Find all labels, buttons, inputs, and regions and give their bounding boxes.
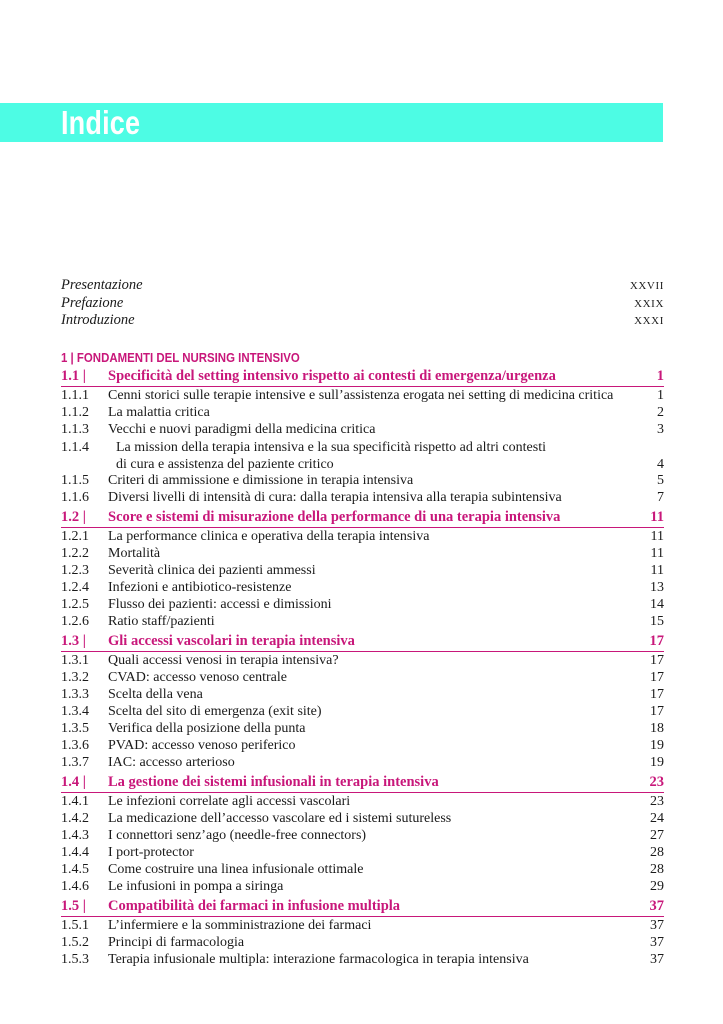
subsection-title: Principi di farmacologia xyxy=(108,934,245,950)
subsection-page: 29 xyxy=(650,878,664,894)
subsection-page: 3 xyxy=(657,421,664,437)
section-number: 1.2 | xyxy=(61,508,86,525)
subsection-row[interactable] xyxy=(61,738,664,755)
subsection-number: 1.2.4 xyxy=(61,579,89,595)
subsection-row[interactable] xyxy=(61,721,664,738)
subsection-page: 17 xyxy=(650,686,664,702)
subsection-number: 1.3.3 xyxy=(61,686,89,702)
subsection-row[interactable] xyxy=(61,879,664,896)
subsection-row[interactable] xyxy=(61,794,664,811)
subsection-title: Scelta del sito di emergenza (exit site) xyxy=(108,703,322,719)
subsection-title: Vecchi e nuovi paradigmi della medicina critica xyxy=(108,421,376,437)
subsection-row[interactable] xyxy=(61,811,664,828)
subsection-page: 37 xyxy=(650,934,664,950)
section-number: 1.5 | xyxy=(61,897,86,914)
subsection-row[interactable] xyxy=(61,670,664,687)
subsection-page: 27 xyxy=(650,827,664,843)
subsection-page: 17 xyxy=(650,652,664,668)
section-row[interactable] xyxy=(61,509,664,526)
subsection-number: 1.1.5 xyxy=(61,472,89,488)
subsection-title: Ratio staff/pazienti xyxy=(108,613,215,629)
subsection-row[interactable] xyxy=(61,563,664,580)
front-matter-row[interactable] xyxy=(61,295,664,313)
subsection-title: PVAD: accesso venoso periferico xyxy=(108,737,296,753)
section-page: 11 xyxy=(650,508,664,525)
subsection-page: 7 xyxy=(657,489,664,505)
subsection-number: 1.4.2 xyxy=(61,810,89,826)
subsection-row[interactable] xyxy=(61,828,664,845)
subsection-row[interactable] xyxy=(61,862,664,879)
subsection-row[interactable] xyxy=(61,687,664,704)
subsection-title: Diversi livelli di intensità di cura: dalla terapia intensiva alla terapia subintensiva xyxy=(108,489,562,505)
subsection-title xyxy=(108,439,624,473)
subsection-page: 24 xyxy=(650,810,664,826)
subsection-title: Terapia infusionale multipla: interazione farmacologica in terapia intensiva xyxy=(108,951,529,967)
subsection-row[interactable] xyxy=(61,490,664,507)
section-divider xyxy=(61,792,664,793)
section-number: 1.1 | xyxy=(61,367,86,384)
section-row[interactable] xyxy=(61,633,664,650)
subsection-number: 1.5.2 xyxy=(61,934,89,950)
front-matter-title: Prefazione xyxy=(61,294,124,311)
section-title: La gestione dei sistemi infusionali in terapia intensiva xyxy=(108,773,439,790)
section-title: Gli accessi vascolari in terapia intensiva xyxy=(108,632,355,649)
front-matter-title: Presentazione xyxy=(61,277,143,293)
subsection-page: 4 xyxy=(657,456,664,472)
subsection-number: 1.4.5 xyxy=(61,861,89,877)
section-page: 1 xyxy=(656,367,664,384)
subsection-title: Scelta della vena xyxy=(108,686,203,702)
subsection-title: La malattia critica xyxy=(108,404,210,420)
subsection-row[interactable] xyxy=(61,388,664,405)
subsection-row[interactable] xyxy=(61,614,664,631)
subsection-title: La performance clinica e operativa della terapia intensiva xyxy=(108,528,430,544)
subsection-page: 14 xyxy=(650,596,664,612)
subsection-title: L’infermiere e la somministrazione dei farmaci xyxy=(108,917,372,933)
subsection-title: Infezioni e antibiotico-resistenze xyxy=(108,579,292,595)
subsection-row[interactable] xyxy=(61,439,664,473)
chapter-heading: 1 | FONDAMENTI DEL NURSING INTENSIVO xyxy=(61,349,300,365)
subsection-page: 37 xyxy=(650,917,664,933)
subsection-row[interactable] xyxy=(61,755,664,772)
section-title: Score e sistemi di misurazione della performance di una terapia intensiva xyxy=(108,508,561,525)
subsection-title: Come costruire una linea infusionale ottimale xyxy=(108,861,364,877)
subsection-page: 19 xyxy=(650,754,664,770)
front-matter-page: XXXI xyxy=(634,315,664,327)
section-divider xyxy=(61,916,664,917)
subsection-number: 1.2.6 xyxy=(61,613,89,629)
subsection-number: 1.4.4 xyxy=(61,844,89,860)
subsection-page: 11 xyxy=(650,528,664,544)
front-matter-title: Introduzione xyxy=(61,312,135,328)
subsection-row[interactable] xyxy=(61,918,664,935)
section-page: 37 xyxy=(649,897,664,914)
subsection-row[interactable] xyxy=(61,935,664,952)
subsection-number: 1.3.1 xyxy=(61,652,89,668)
subsection-row[interactable] xyxy=(61,422,664,439)
section-number: 1.3 | xyxy=(61,632,86,649)
subsection-title-line: di cura e assistenza del paziente critico xyxy=(116,456,334,472)
section-number: 1.4 | xyxy=(61,773,86,790)
subsection-number: 1.3.7 xyxy=(61,754,89,770)
section-title: Specificità del setting intensivo rispetto ai contesti di emergenza/urgenza xyxy=(108,367,556,384)
section-page: 23 xyxy=(649,773,664,790)
subsection-number: 1.1.3 xyxy=(61,421,89,437)
section-divider xyxy=(61,386,664,387)
front-matter-page: XXIX xyxy=(634,297,664,310)
subsection-page: 17 xyxy=(650,703,664,719)
subsection-title: La medicazione dell’accesso vascolare ed i sistemi sutureless xyxy=(108,810,452,826)
subsection-row[interactable] xyxy=(61,580,664,597)
subsection-title: I port-protector xyxy=(108,844,194,860)
subsection-page: 11 xyxy=(650,562,664,578)
subsection-title: I connettori senz’ago (needle-free connectors) xyxy=(108,827,367,843)
section-row[interactable] xyxy=(61,774,664,791)
subsection-page: 15 xyxy=(650,613,664,629)
subsection-number: 1.2.5 xyxy=(61,596,89,612)
subsection-title: Le infezioni correlate agli accessi vascolari xyxy=(108,793,351,809)
page-title: Indice xyxy=(61,104,141,141)
subsection-row[interactable] xyxy=(61,405,664,422)
subsection-row[interactable] xyxy=(61,529,664,546)
subsection-number: 1.4.3 xyxy=(61,827,89,843)
subsection-row[interactable] xyxy=(61,597,664,614)
subsection-number: 1.1.1 xyxy=(61,387,89,403)
subsection-title: Flusso dei pazienti: accessi e dimissioni xyxy=(108,596,332,612)
subsection-title: Verifica della posizione della punta xyxy=(108,720,306,736)
subsection-number: 1.3.5 xyxy=(61,720,89,736)
subsection-number: 1.3.6 xyxy=(61,737,89,753)
subsection-number: 1.5.3 xyxy=(61,951,89,967)
subsection-page: 13 xyxy=(650,579,664,595)
subsection-page: 23 xyxy=(650,793,664,809)
subsection-title: IAC: accesso arterioso xyxy=(108,754,235,770)
subsection-number: 1.2.2 xyxy=(61,545,89,561)
subsection-number: 1.4.6 xyxy=(61,878,89,894)
subsection-number: 1.1.6 xyxy=(61,489,89,505)
subsection-number: 1.3.4 xyxy=(61,703,89,719)
subsection-title: Cenni storici sulle terapie intensive e sull’assistenza erogata nei setting di medicina critica xyxy=(108,387,614,403)
subsection-row[interactable] xyxy=(61,952,664,969)
subsection-row[interactable] xyxy=(61,546,664,563)
front-matter-row[interactable] xyxy=(61,277,664,295)
subsection-page: 28 xyxy=(650,861,664,877)
subsection-page: 37 xyxy=(650,951,664,967)
front-matter-row[interactable] xyxy=(61,312,664,330)
subsection-title: Mortalità xyxy=(108,545,161,561)
subsection-page: 19 xyxy=(650,737,664,753)
subsection-number: 1.4.1 xyxy=(61,793,89,809)
front-matter-list xyxy=(61,277,664,330)
subsection-number: 1.2.3 xyxy=(61,562,89,578)
section-divider xyxy=(61,651,664,652)
subsection-number: 1.1.2 xyxy=(61,404,89,420)
subsection-row[interactable] xyxy=(61,704,664,721)
subsection-number: 1.1.4 xyxy=(61,439,89,455)
subsection-number: 1.2.1 xyxy=(61,528,89,544)
subsection-row[interactable] xyxy=(61,473,664,490)
subsection-page: 1 xyxy=(657,387,664,403)
section-row[interactable] xyxy=(61,898,664,915)
section-row[interactable] xyxy=(61,368,664,385)
table-of-contents xyxy=(61,277,664,969)
section-title: Compatibilità dei farmaci in infusione multipla xyxy=(108,897,401,914)
front-matter-page: XXVII xyxy=(629,280,664,292)
subsection-page: 5 xyxy=(657,472,664,488)
sections-list xyxy=(61,368,664,969)
subsection-number: 1.3.2 xyxy=(61,669,89,685)
subsection-page: 18 xyxy=(650,720,664,736)
subsection-number: 1.5.1 xyxy=(61,917,89,933)
subsection-page: 11 xyxy=(650,545,664,561)
subsection-row[interactable] xyxy=(61,653,664,670)
subsection-title: Quali accessi venosi in terapia intensiva? xyxy=(108,652,339,668)
subsection-title: Criteri di ammissione e dimissione in terapia intensiva xyxy=(108,472,414,488)
subsection-page: 28 xyxy=(650,844,664,860)
section-divider xyxy=(61,527,664,528)
subsection-title: CVAD: accesso venoso centrale xyxy=(108,669,287,685)
subsection-title: Severità clinica dei pazienti ammessi xyxy=(108,562,316,578)
subsection-page: 2 xyxy=(657,404,664,420)
subsection-title-line: La mission della terapia intensiva e la sua specificità rispetto ad altri contesti xyxy=(116,439,546,455)
section-page: 17 xyxy=(649,632,664,649)
subsection-row[interactable] xyxy=(61,845,664,862)
subsection-page: 17 xyxy=(650,669,664,685)
subsection-title: Le infusioni in pompa a siringa xyxy=(108,878,284,894)
